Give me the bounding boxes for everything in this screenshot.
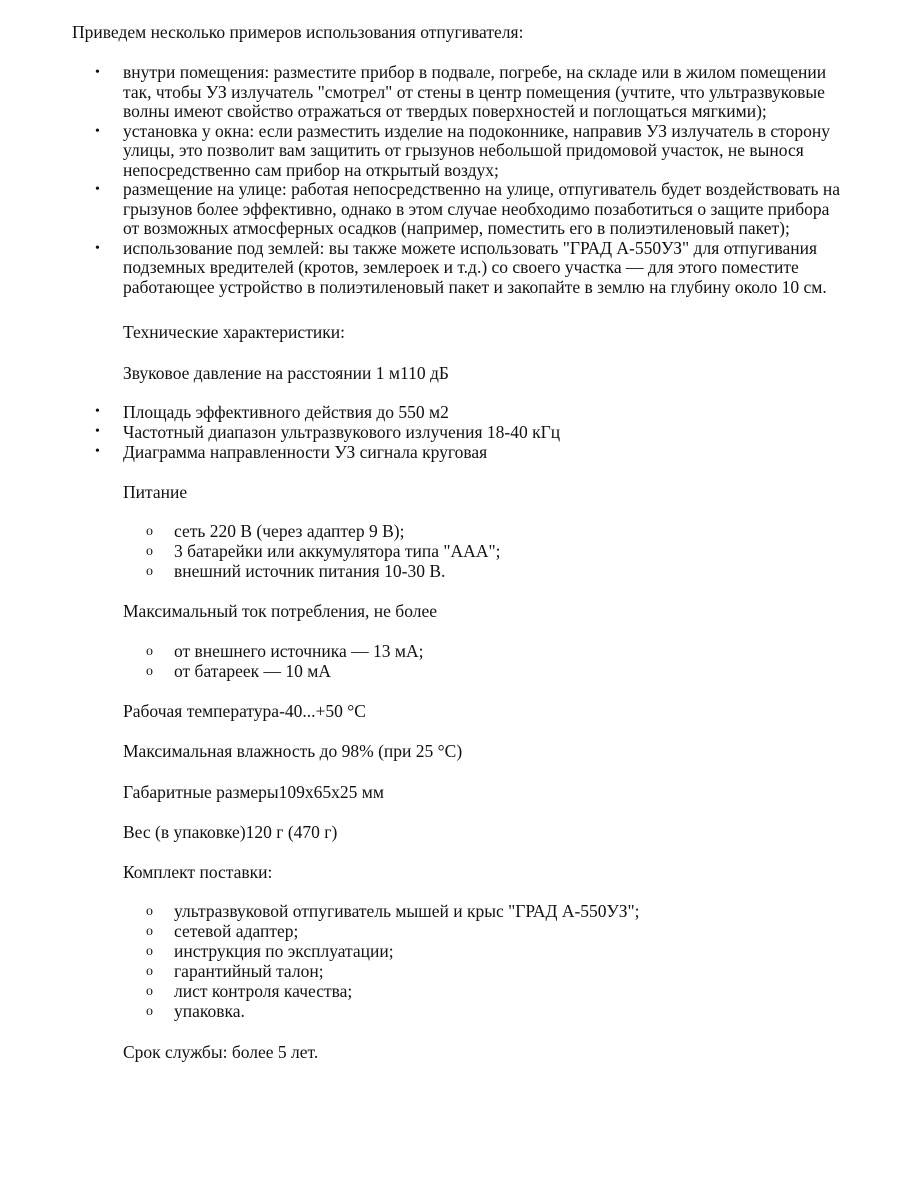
package-item-text: гарантийный талон; <box>174 961 324 981</box>
weight: Вес (в упаковке)120 г (470 г) <box>123 822 338 842</box>
dimensions: Габаритные размеры109х65х25 мм <box>123 782 384 802</box>
package-item <box>0 1001 900 1021</box>
power-item-text: внешний источник питания 10-30 В. <box>174 561 446 581</box>
bullet-marker: • <box>95 182 100 197</box>
spec-bullet-text: Площадь эффективного действия до 550 м2 <box>123 402 449 422</box>
bullet-marker: • <box>95 444 100 459</box>
package-item-text: инструкция по эксплуатации; <box>174 941 394 961</box>
bullet-marker: • <box>95 123 100 139</box>
package-heading: Комплект поставки: <box>123 862 273 882</box>
specs-heading: Технические характеристики: <box>123 322 345 342</box>
circle-marker: o <box>146 644 153 659</box>
package-item-text: ультразвуковой отпугиватель мышей и крыс "ГРАД А-550УЗ"; <box>174 901 640 921</box>
circle-marker: o <box>146 664 153 679</box>
circle-marker: o <box>146 1004 153 1019</box>
current-item-text: от внешнего источника — 13 мА; <box>174 641 424 661</box>
spec-bullets-list <box>0 402 900 462</box>
usage-example-text: внутри помещения: разместите прибор в подвале, погребе, на складе или в жилом помещении так, чтобы УЗ излучатель "смотрел" от стены в центр помещения (учтите, что ультразвуковые волны имеют свойство отражаться от твердых поверхностей и поглощаться мягкими); <box>123 62 827 121</box>
current-heading: Максимальный ток потребления, не более <box>123 601 437 621</box>
sound-pressure: Звуковое давление на расстоянии 1 м110 дБ <box>123 363 449 383</box>
bullet-marker: • <box>95 424 100 439</box>
bullet-marker: • <box>95 240 100 256</box>
power-heading: Питание <box>123 482 188 502</box>
max-humidity: Максимальная влажность до 98% (при 25 °С) <box>123 741 463 761</box>
operating-temperature: Рабочая температура-40...+50 °С <box>123 701 366 721</box>
package-item-text: сетевой адаптер; <box>174 921 299 941</box>
usage-example-outdoor <box>0 180 900 239</box>
circle-marker: o <box>146 564 153 579</box>
package-item <box>0 961 900 981</box>
power-item-text: 3 батарейки или аккумулятора типа "ААА"; <box>174 541 501 561</box>
package-item <box>0 981 900 1001</box>
circle-marker: o <box>146 524 153 539</box>
usage-example-text: использование под землей: вы также можете использовать "ГРАД А-550УЗ" для отпугивания подземных вредителей (кротов, землероек и т.д.) со своего участка — для этого поместите работающее устройство в полиэтиленовый пакет и закопайте в землю на глубину около 10 см. <box>123 237 827 297</box>
power-item <box>0 521 900 541</box>
circle-marker: o <box>146 544 153 559</box>
current-item <box>0 641 900 661</box>
service-life: Срок службы: более 5 лет. <box>123 1042 319 1062</box>
package-item-text: лист контроля качества; <box>174 981 353 1001</box>
package-item-text: упаковка. <box>174 1001 245 1021</box>
spec-bullet-item <box>0 442 900 462</box>
package-item <box>0 941 900 961</box>
current-list <box>0 641 900 681</box>
circle-marker: o <box>146 904 153 919</box>
usage-example-underground <box>0 239 900 298</box>
power-item <box>0 541 900 561</box>
circle-marker: o <box>146 924 153 939</box>
power-item <box>0 561 900 581</box>
circle-marker: o <box>146 984 153 999</box>
usage-example-text: размещение на улице: работая непосредственно на улице, отпугиватель будет воздействовать на грызунов более эффективно, однако в этом случае необходимо позаботиться о защите прибора от возможных атмосферных осадков (например, поместить его в полиэтиленовый пакет); <box>123 179 840 238</box>
current-item <box>0 661 900 681</box>
spec-bullet-item <box>0 422 900 442</box>
spec-bullet-text: Частотный диапазон ультразвукового излучения 18-40 кГц <box>123 422 561 442</box>
circle-marker: o <box>146 944 153 959</box>
bullet-marker: • <box>95 65 100 80</box>
package-list <box>0 901 900 1021</box>
intro-text: Приведем несколько примеров использования отпугивателя: <box>72 22 524 42</box>
spec-bullet-text: Диаграмма направленности УЗ сигнала круговая <box>123 442 488 462</box>
spec-bullet-item <box>0 402 900 422</box>
usage-example-text: установка у окна: если разместить изделие на подоконнике, направив УЗ излучатель в сторону улицы, это позволит вам защитить от грызунов небольшой придомовой участок, не вынося непосредственно сам прибор на открытый воздух; <box>123 120 830 180</box>
circle-marker: o <box>146 964 153 979</box>
power-list <box>0 521 900 581</box>
current-item-text: от батареек — 10 мА <box>174 661 332 681</box>
power-item-text: сеть 220 В (через адаптер 9 В); <box>174 521 405 541</box>
usage-example-indoor <box>0 63 900 122</box>
bullet-marker: • <box>95 404 100 419</box>
package-item <box>0 901 900 921</box>
package-item <box>0 921 900 941</box>
usage-example-window <box>0 122 900 181</box>
usage-examples-list <box>0 63 900 297</box>
